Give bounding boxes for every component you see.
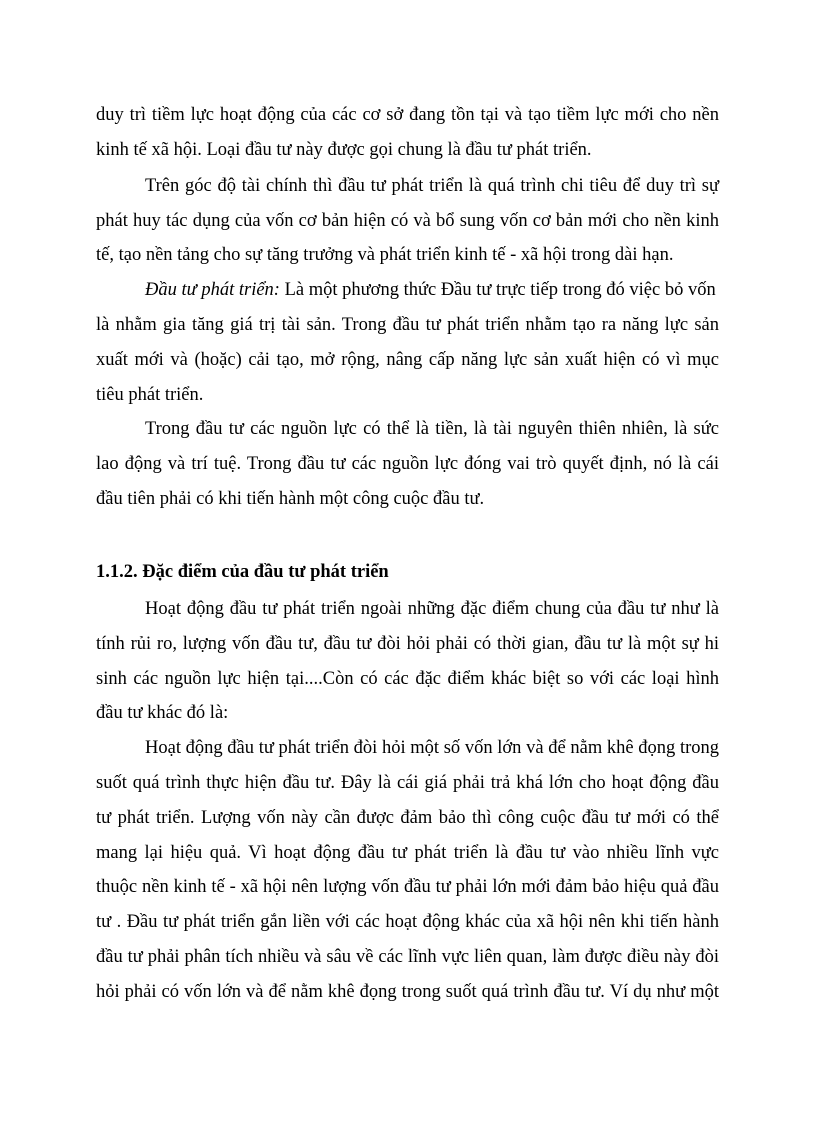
paragraph-line: là nhằm gia tăng giá trị tài sản. Trong đầu tư phát triển nhằm tạo ra năng lực sản (96, 315, 719, 335)
paragraph-line: xuất mới và (hoặc) cải tạo, mở rộng, nâng cấp năng lực sản xuất hiện có vì mục (96, 350, 719, 370)
paragraph-line: đầu tư phải phân tích nhiều và sâu về các lĩnh vực liên quan, làm được điều này đòi (96, 947, 719, 967)
paragraph-line: đầu tiên phải có khi tiến hành một công cuộc đầu tư. (96, 489, 485, 509)
paragraph-line: sinh các nguồn lực hiện tại....Còn có các đặc điểm khác biệt so với các loại hình (96, 669, 719, 689)
paragraph-line: tiêu phát triển. (96, 385, 204, 405)
paragraph-line: Hoạt động đầu tư phát triển đòi hỏi một số vốn lớn và để nằm khê đọng trong (145, 738, 719, 758)
paragraph-line: kinh tế xã hội. Loại đầu tư này được gọi chung là đầu tư phát triển. (96, 140, 592, 160)
paragraph-line: tính rủi ro, lượng vốn đầu tư, đầu tư đòi hỏi phải có thời gian, đầu tư là một sự hi (96, 634, 719, 654)
paragraph-line: Trong đầu tư các nguồn lực có thể là tiền, là tài nguyên thiên nhiên, là sức (145, 419, 719, 439)
paragraph-line: hỏi phải có vốn lớn và để nằm khê đọng trong suốt quá trình đầu tư. Ví dụ như một (96, 982, 719, 1002)
paragraph-line: Trên góc độ tài chính thì đầu tư phát triển là quá trình chi tiêu để duy trì sự (145, 176, 719, 196)
paragraph-line: mang lại hiệu quả. Vì hoạt động đầu tư phát triển là đầu tư vào nhiều lĩnh vực (96, 843, 719, 863)
paragraph-line: phát huy tác dụng của vốn cơ bản hiện có và bổ sung vốn cơ bản mới cho nền kinh (96, 211, 719, 231)
paragraph-line: lao động và trí tuệ. Trong đầu tư các nguồn lực đóng vai trò quyết định, nó là cái (96, 454, 719, 474)
definition-first-line (145, 279, 716, 301)
paragraph-line: tư . Đầu tư phát triển gắn liền với các hoạt động khác của xã hội nên khi tiến hành (96, 912, 719, 932)
paragraph-line: Hoạt động đầu tư phát triển ngoài những đặc điểm chung của đầu tư như là (145, 599, 719, 619)
section-heading: 1.1.2. Đặc điểm của đầu tư phát triển (96, 562, 389, 582)
paragraph-line: tư phát triển. Lượng vốn này cần được đảm bảo thì công cuộc đầu tư mới có thể (96, 808, 719, 828)
paragraph-line: suốt quá trình thực hiện đầu tư. Đây là cái giá phải trả khá lớn cho hoạt động đầu (96, 773, 719, 793)
paragraph-line: tế, tạo nền tảng cho sự tăng trưởng và phát triển kinh tế - xã hội trong dài hạn. (96, 245, 674, 265)
definition-text: Là một phương thức Đầu tư trực tiếp trong đó việc bỏ vốn (284, 280, 716, 300)
paragraph-line: đầu tư khác đó là: (96, 703, 229, 723)
definition-term: Đầu tư phát triển: (145, 280, 280, 300)
paragraph-line: thuộc nền kinh tế - xã hội nên lượng vốn đầu tư phải lớn mới đảm bảo hiệu quả đầu (96, 877, 719, 897)
paragraph-line: duy trì tiềm lực hoạt động của các cơ sở đang tồn tại và tạo tiềm lực mới cho nền (96, 105, 719, 125)
